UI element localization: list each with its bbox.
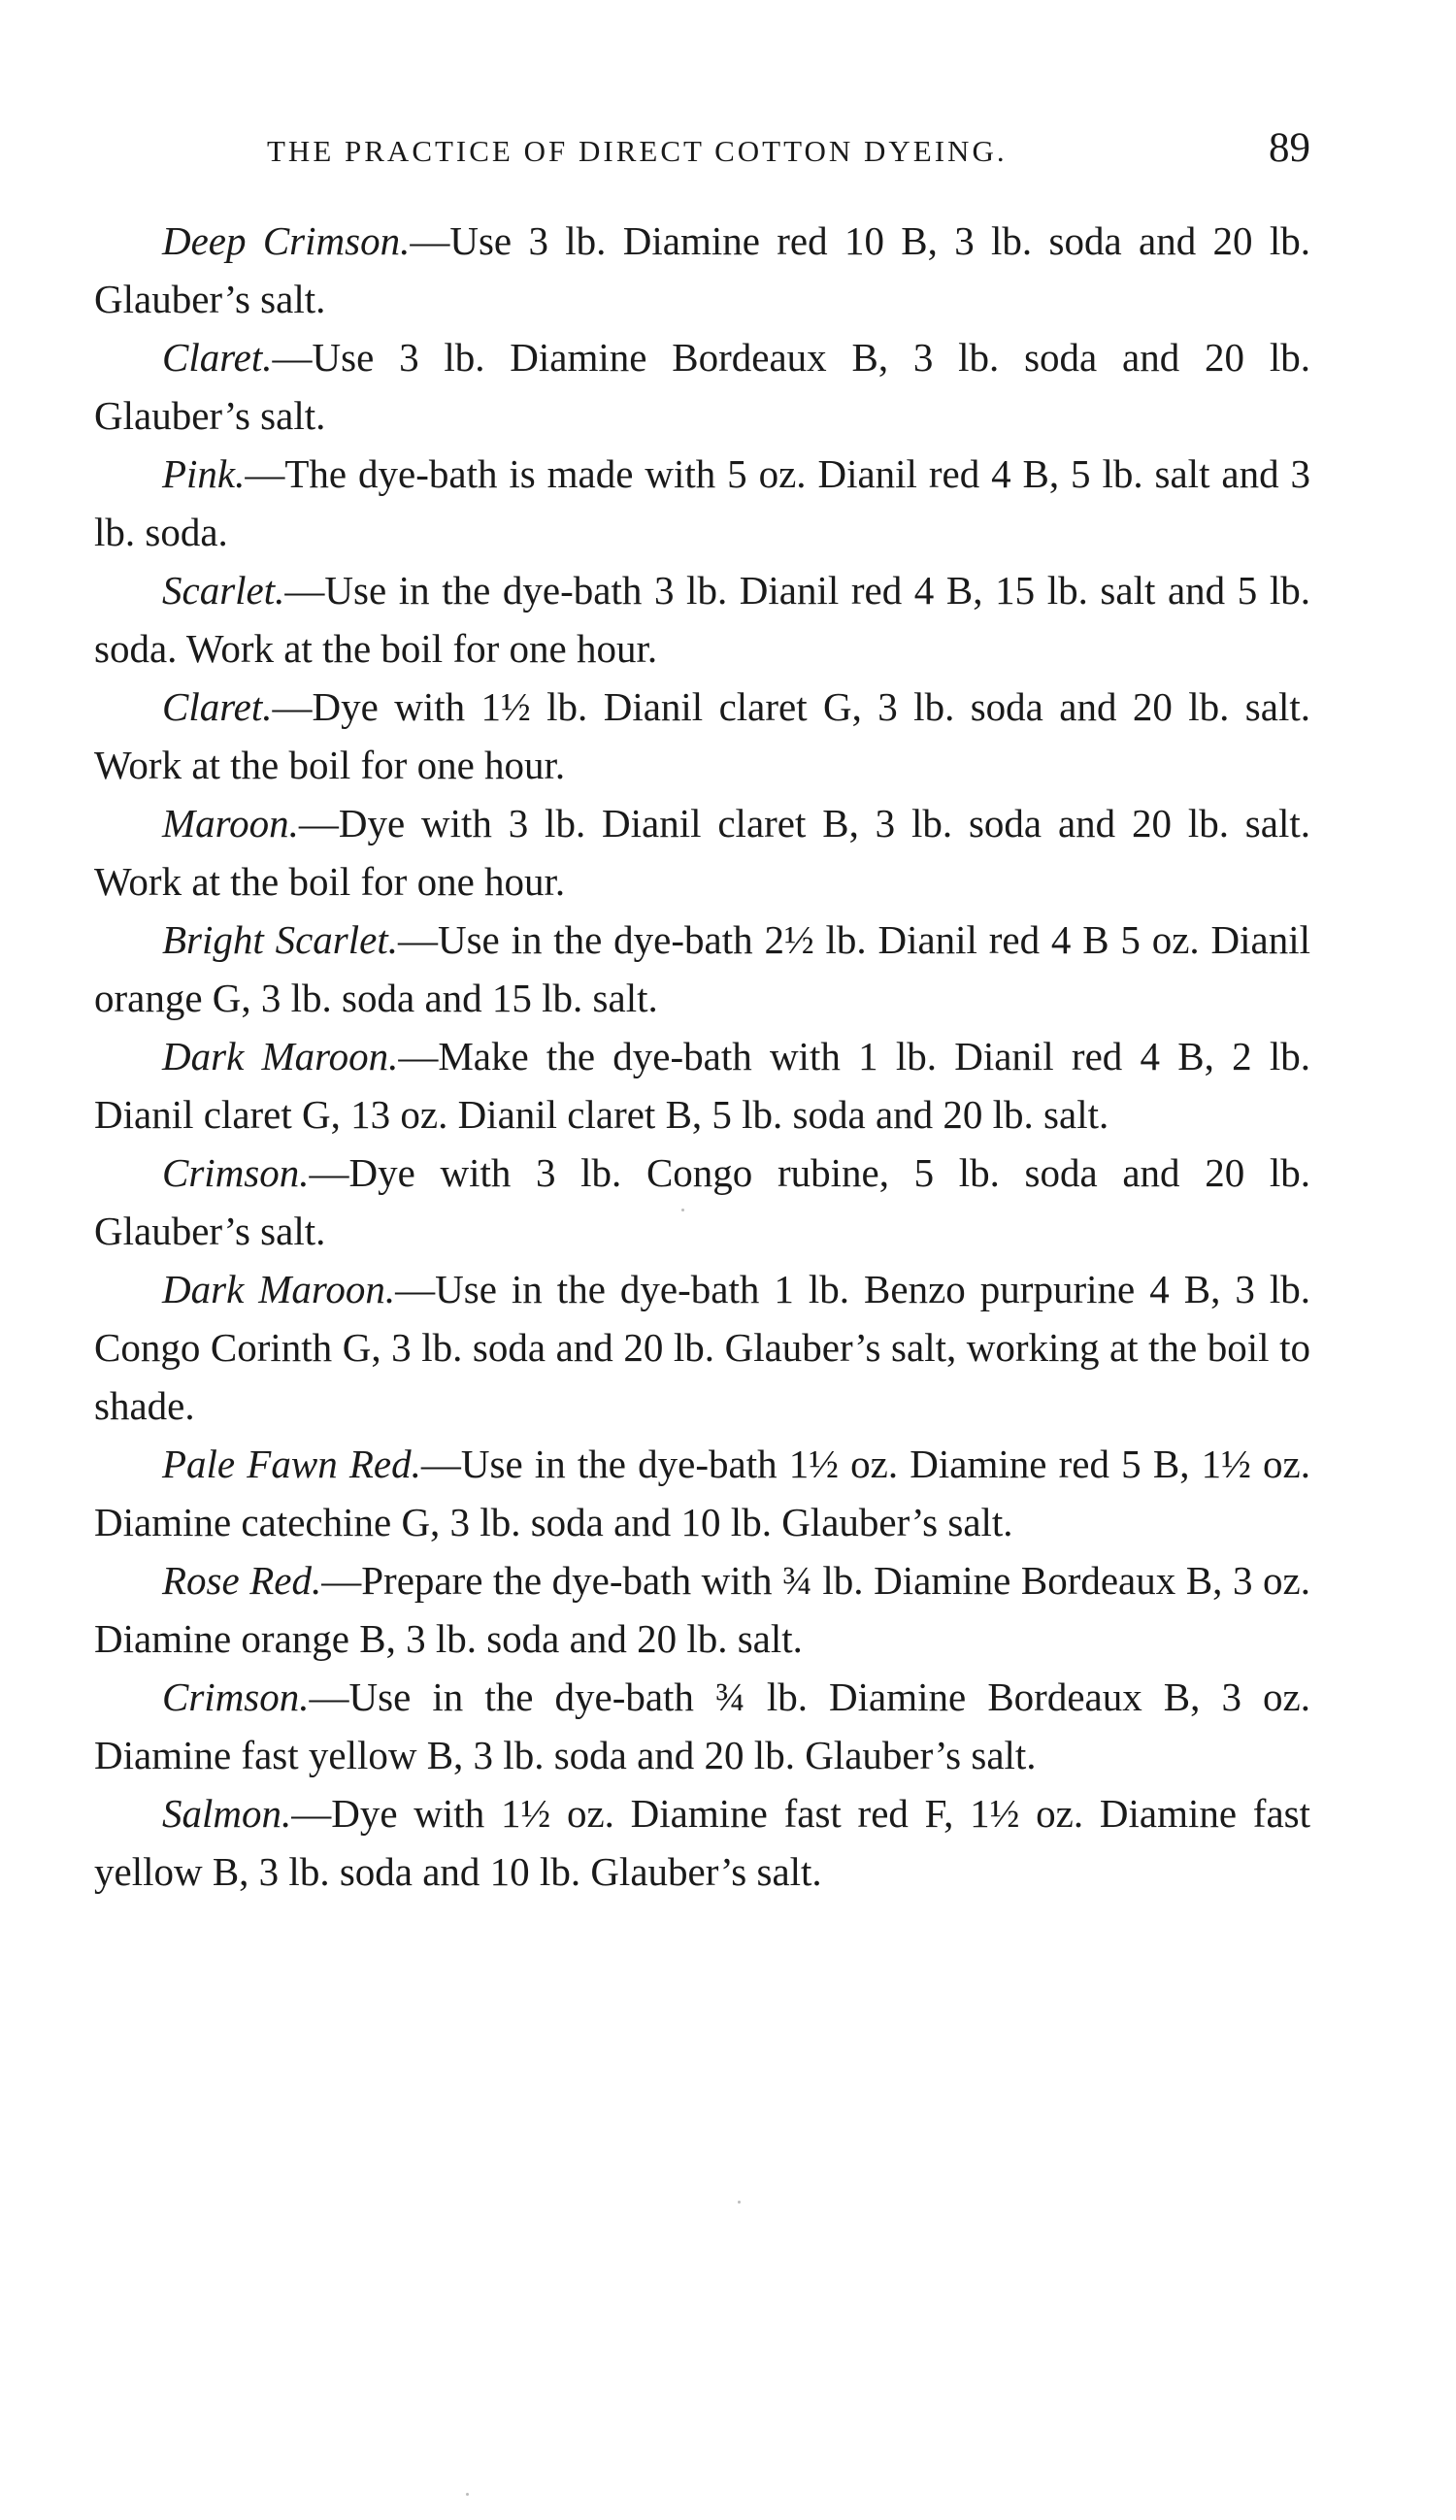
recipe-dark-maroon [94, 1027, 1310, 1144]
recipe-text: Use 3 lb. Diamine Bordeaux B, 3 lb. soda and 20 lb. Glauber’s salt. [94, 335, 1310, 438]
recipe-text: Use in the dye-bath ¾ lb. Diamine Bordeaux B, 3 oz. Diamine fast yellow B, 3 lb. soda and 20 lb. Glauber’s salt. [94, 1674, 1310, 1777]
recipe-title: Maroon. [162, 801, 299, 846]
recipe-text: Dye with 3 lb. Dianil claret B, 3 lb. soda and 20 lb. salt. Work at the boil for one hour. [94, 801, 1310, 904]
recipe-text: Use 3 lb. Diamine red 10 B, 3 lb. soda and 20 lb. Glauber’s salt. [94, 218, 1311, 321]
dash: — [291, 1791, 332, 1836]
recipe-text: Make the dye-bath with 1 lb. Dianil red 4 B, 2 lb. Dianil claret G, 13 oz. Dianil claret B, 5 lb. soda and 20 lb. salt. [94, 1034, 1310, 1137]
recipe-deep-crimson [94, 212, 1310, 328]
recipe-title: Crimson. [162, 1674, 310, 1719]
recipe-dark-maroon-benzo [94, 1260, 1310, 1435]
dash: — [397, 917, 438, 962]
recipe-pink [94, 445, 1310, 561]
page-header [267, 124, 1310, 182]
dash: — [272, 335, 313, 380]
recipe-title: Claret. [162, 684, 273, 729]
running-title: THE PRACTICE OF DIRECT COTTON DYEING. [267, 134, 1008, 168]
recipe-text: Dye with 3 lb. Congo rubine, 5 lb. soda and 20 lb. Glauber’s salt. [94, 1150, 1310, 1253]
dash: — [309, 1674, 349, 1719]
recipe-text: Use in the dye-bath 2½ lb. Dianil red 4 B 5 oz. Dianil orange G, 3 lb. soda and 15 lb. salt. [94, 917, 1310, 1020]
recipe-text: Use in the dye-bath 1 lb. Benzo purpurine 4 B, 3 lb. Congo Corinth G, 3 lb. soda and 20 lb. Glauber’s salt, working at the boil to shade. [94, 1267, 1310, 1428]
dash: — [321, 1558, 362, 1603]
recipe-crimson [94, 1144, 1310, 1260]
recipe-title: Dark Maroon. [162, 1034, 399, 1078]
recipe-rose-red [94, 1551, 1310, 1668]
dash: — [284, 568, 325, 613]
recipe-title: Pink. [162, 451, 246, 496]
recipe-bright-scarlet [94, 911, 1310, 1027]
recipe-text: Prepare the dye-bath with ¾ lb. Diamine Bordeaux B, 3 oz. Diamine orange B, 3 lb. soda and 20 lb. salt. [94, 1558, 1310, 1661]
recipe-title: Salmon. [162, 1791, 292, 1836]
recipe-crimson-diamine [94, 1668, 1310, 1784]
dash: — [272, 684, 313, 729]
recipe-title: Pale Fawn Red. [162, 1442, 421, 1486]
recipe-text: The dye-bath is made with 5 oz. Dianil red 4 B, 5 lb. salt and 3 lb. soda. [94, 451, 1310, 554]
paper-speck [738, 2201, 741, 2204]
paper-speck [681, 1209, 684, 1211]
recipe-list [94, 212, 1310, 1901]
dash: — [420, 1442, 461, 1486]
dash: — [395, 1267, 436, 1311]
recipe-title: Dark Maroon. [162, 1267, 396, 1311]
recipe-text: Dye with 1½ lb. Dianil claret G, 3 lb. soda and 20 lb. salt. Work at the boil for one hour. [94, 684, 1310, 787]
dash: — [410, 218, 450, 263]
recipe-title: Claret. [162, 335, 273, 380]
dash: — [398, 1034, 439, 1078]
recipe-pale-fawn-red [94, 1435, 1310, 1551]
recipe-text: Use in the dye-bath 1½ oz. Diamine red 5 B, 1½ oz. Diamine catechine G, 3 lb. soda and 10 lb. Glauber’s salt. [94, 1442, 1310, 1544]
recipe-text: Dye with 1½ oz. Diamine fast red F, 1½ oz. Diamine fast yellow B, 3 lb. soda and 10 lb. Glauber’s salt. [94, 1791, 1310, 1894]
paper-speck [466, 2493, 469, 2496]
recipe-text: Use in the dye-bath 3 lb. Dianil red 4 B, 15 lb. salt and 5 lb. soda. Work at the boil for one hour. [94, 568, 1310, 671]
recipe-maroon [94, 794, 1310, 911]
recipe-title: Deep Crimson. [162, 218, 411, 263]
page-number: 89 [1269, 125, 1310, 171]
recipe-title: Scarlet. [162, 568, 285, 613]
dash: — [245, 451, 285, 496]
recipe-title: Crimson. [162, 1150, 310, 1195]
dash: — [298, 801, 339, 846]
dash: — [309, 1150, 349, 1195]
recipe-title: Rose Red. [162, 1558, 322, 1603]
recipe-title: Bright Scarlet. [162, 917, 398, 962]
recipe-claret-dianil [94, 678, 1310, 794]
recipe-salmon [94, 1784, 1310, 1901]
recipe-claret [94, 328, 1310, 445]
recipe-scarlet [94, 561, 1310, 678]
